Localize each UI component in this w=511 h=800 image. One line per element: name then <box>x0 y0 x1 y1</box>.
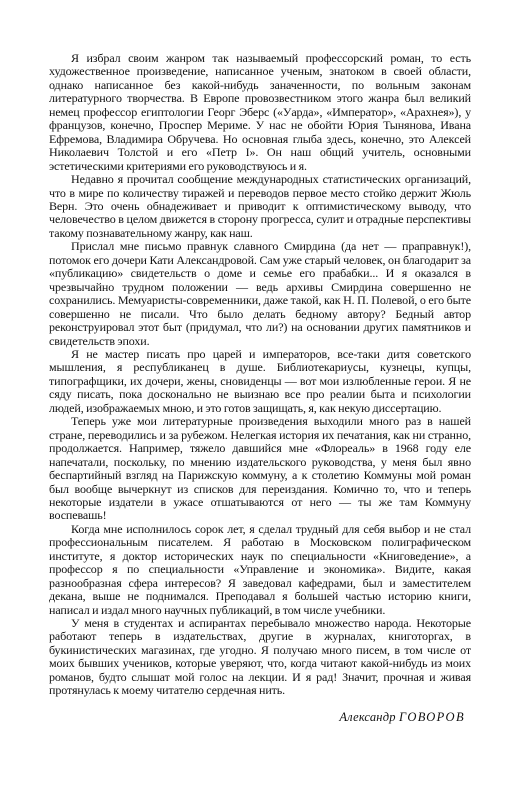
paragraph-2: Недавно я прочитал сообщение международных статистических организаций, что в мире по количеству тиражей и переводов первое место стойко держит Жюль Верн. Это очень обнадеживает и приводит к оптимистическому выводу, что человечество в целом движется в сторону прогресса, сулит и отрадные перспективы такому познавательному жанру, как наш. <box>49 172 471 240</box>
paragraph-1: Я избрал своим жанром так называемый профессорский роман, то есть художественное произведение, написанное ученым, знатоком в своей области, однако написанное без какой-нибудь заначенности, по вольным законам литературного творчества. В Европе провозвестником этого жанра был великий немец профессор египтологии Георг Эберс («Уарда», «Император», «Арахнея»), у французов, конечно, Проспер Мериме. У нас не обойти Юрия Тынянова, Ивана Ефремова, Владимира Обручева. Но основная глыба здесь, конечно, это Алексей Николаевич Толстой и его «Петр I». Он наш общий учитель, основными эстетическими критериями его руководствуюсь и я. <box>49 51 471 173</box>
author-surname: ГОВОРОВ <box>399 709 465 724</box>
paragraph-5: Теперь уже мои литературные произведения выходили много раз в нашей стране, переводились и за рубежом. Нелегкая история их печатания, как ни странно, продолжается. Например, тяжело давшийся мне «Флореаль» в 1968 году еле напечатали, поскольку, по мнению издательского руководства, у меня был явно беспартийный взгляд на Парижскую коммуну, а к столетию Коммуны мой роман был вообще вычеркнут из списков для переиздания. Комично то, что и теперь некоторые издатели в ужасе отшатываются от него — ты же там Коммуну воспевашь! <box>49 414 471 523</box>
paragraph-3: Прислал мне письмо правнук славного Смирдина (да нет — праправнук!), потомок его дочери Кати Александровой. Сам уже старый человек, он благодарит за «публикацию» свидетельств о доме и семье его прабабки... И я оказался в чрезвычайно трудном положении — ведь архивы Смирдина совершенно не сохранились. Мемуаристы-современники, даже такой, как Н. П. Полевой, о его быте совершенно не писали. Что было делать бедному автору? Бедный автор реконструировал этот быт (придумал, что ли?) на основании других памятников и свидетельств эпохи. <box>49 239 471 348</box>
author-signature <box>49 710 465 725</box>
paragraph-4: Я не мастер писать про царей и императоров, все-таки дитя советского мышления, я республиканец в душе. Библиотекариусы, кузнецы, купцы, типографщики, их дочери, жены, сновиденцы — вот мои излюбленные герои. Я не сяду писать, пока досконально не выизнаю все про реалии быта и психологии людей, изображаемых мною, и это готов защищать, я, как некую диссертацию. <box>49 346 471 415</box>
document-page <box>49 52 471 725</box>
author-first-name: Александр <box>339 709 396 724</box>
paragraph-7: У меня в студентах и аспирантах перебывало множество народа. Некоторые работают теперь в издательствах, другие в журналах, книготоргах, в букинистических магазинах, где угодно. Я получаю много писем, в том числе от моих бывших учеников, которые уверяют, что, когда читают какой-нибудь из моих романов, будто слышат мой голос на лекции. И я рад! Значит, прочная и живая протянулась к моему читателю сердечная нить. <box>49 616 471 698</box>
paragraph-6: Когда мне исполнилось сорок лет, я сделал трудный для себя выбор и не стал профессиональным писателем. Я работаю в Московском полиграфическом институте, я доктор исторических наук по специальности «Книговедение», а профессор я по специальности «Управление и экономика». Видите, какая разнообразная сфера интересов? Я заведовал кафедрами, был и заместителем декана, выше не поднимался. Преподавал я большей частью историю книги, написал и издал много научных публикаций, в том числе учебники. <box>49 521 471 617</box>
